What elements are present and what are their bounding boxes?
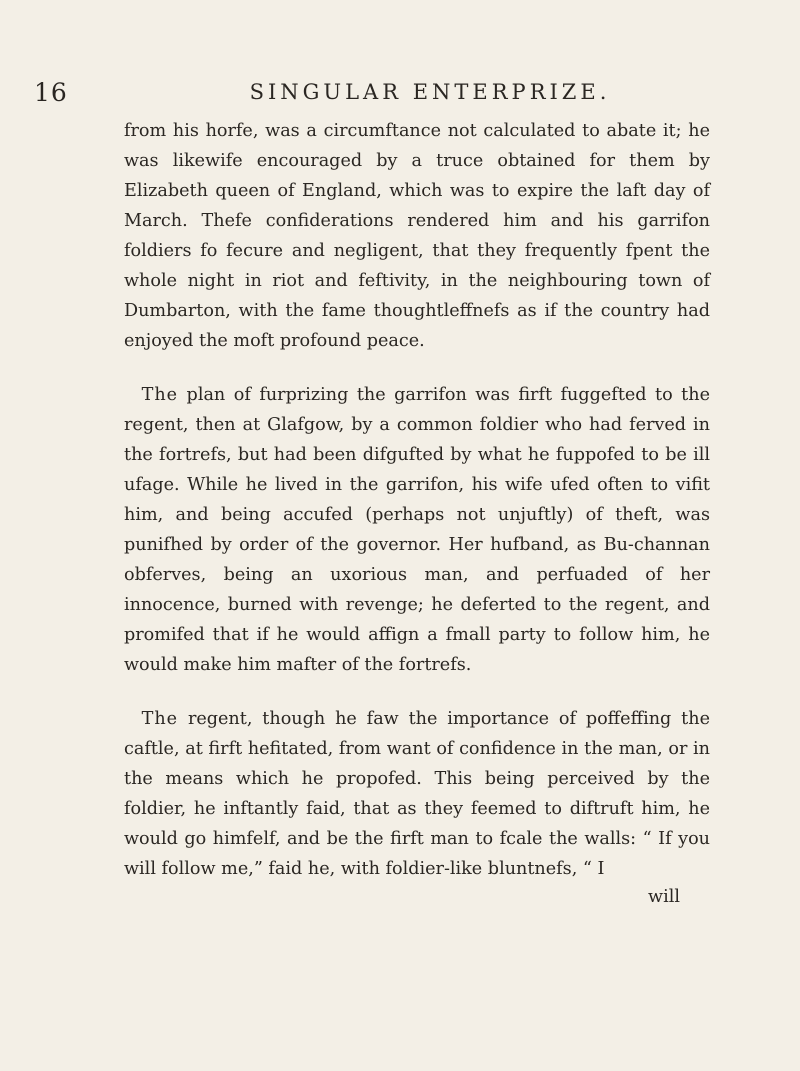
body-text [124,116,710,912]
paragraph-2-lead: The [141,385,179,405]
paragraph-1-text: from his horfe, was a circumftance not calculated to abate it; he was likewife encouraged by a truce obtained for them by Elizabeth queen of England, which was to expire the laft day of March. Thefe confiderations rendered him and his garrifon foldiers fo fecure and negligent, that they frequently fpent the whole night in riot and feftivity, in the neighbouring town of Dumbarton, with the fame thoughtleffnefs as if the country had enjoyed the moft profound peace. [124,121,710,351]
paragraph-3 [124,704,710,884]
page-number: 16 [34,78,68,107]
catchword: will [648,887,680,907]
paragraph-3-text: regent, though he faw the importance of poffeffing the caftle, at firft hefitated, from want of confidence in the man, or in the means which he propofed. This being perceived by the foldier, he inftantly faid, that as they feemed to diftruft him, he would go himfelf, and be the firft man to fcale the walls: “ If you will follow me,” faid he, with foldier-like bluntnefs, “ I [124,709,710,879]
paragraph-1 [124,116,710,356]
running-title: SINGULAR ENTERPRIZE. [249,80,611,104]
paragraph-3-lead: The [141,709,179,729]
paragraph-2-text: plan of furprizing the garrifon was firft fuggefted to the regent, then at Glafgow, by a common foldier who had ferved in the fortrefs, but had been difgufted by what he fuppofed to be ill ufage. While he lived in the garrifon, his wife ufed often to vifit him, and being accufed (perhaps not unjuftly) of theft, was punifhed by order of the governor. Her hufband, as Bu-channan obferves, being an uxorious man, and perfuaded of her innocence, burned with revenge; he deferted to the regent, and promifed that if he would affign a fmall party to follow him, he would make him mafter of the fortrefs. [124,385,710,675]
paragraph-2 [124,380,710,680]
